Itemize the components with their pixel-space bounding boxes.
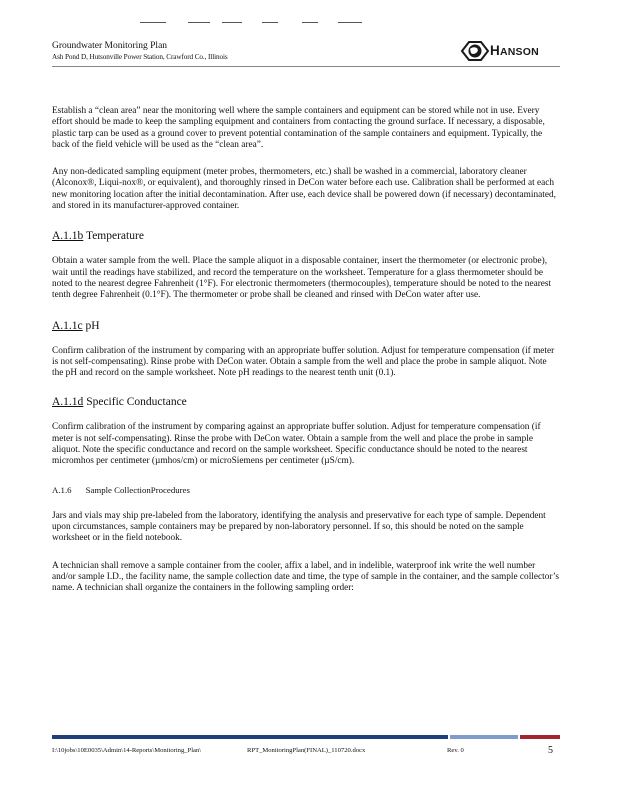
section-title: Sample CollectionProcedures — [85, 484, 190, 495]
footer-bar-red — [520, 735, 560, 739]
section-title: Specific Conductance — [83, 396, 187, 409]
header-title: Groundwater Monitoring Plan — [52, 41, 168, 51]
footer-bar-blue — [52, 735, 448, 739]
logo-wordmark — [490, 43, 539, 58]
section-heading-ph — [52, 319, 560, 333]
section-title: Temperature — [83, 230, 144, 243]
footer-revision: Rev. 0 — [447, 747, 464, 754]
header-top-marks — [140, 22, 400, 24]
paragraph-decontamination: Any non-dedicated sampling equipment (meter probes, thermometers, etc.) shall be washed in a commercial, laboratory cleaner (Alconox®, Liqui-nox®, or equivalent), and thoroughly rinsed in DeCon water before each use. Calibration shall be performed at each new monitoring location after the initial decontamination. After use, each device shall be powered down (if necessary) decontaminated, and stored in its manufacturer-approved container. — [52, 167, 556, 212]
section-heading-sample-collection — [52, 485, 560, 496]
document-body — [52, 106, 560, 594]
section-title: pH — [82, 319, 100, 332]
section-heading-specific-conductance — [52, 395, 560, 409]
footer-file-path: I:\10jobs\10E0035\Admin\14-Reports\Monitoring_Plan\ — [52, 747, 202, 754]
logo-text-first: H — [490, 43, 500, 58]
logo-text-rest: ANSON — [499, 46, 539, 58]
header-rule — [52, 66, 560, 67]
paragraph-clean-area: Establish a “clean area” near the monitoring well where the sample containers and equipment can be stored while not in use. Every effort should be made to keep the sampling equipment and containers from contacting the ground surface. If necessary, a disposable, plastic tarp can be used as a ground cover to prevent potential contamination of the sample containers and equipment. Typically, the back of the field vehicle will be used as the “clean area”. — [52, 106, 545, 150]
page-number: 5 — [548, 745, 553, 756]
paragraph-specific-conductance: Confirm calibration of the instrument by comparing against an appropriate buffer solution. Adjust for temperature compensation (if meter is not self-compensating). Rinse the probe with DeCon water. Obtain a sample from the well and place the probe in sample aliquot. Note the specific conductance and record on the sample worksheet. Specific conductance should be noted to the nearest micromhos per centimeter (µmhos/cm) or microSiemens per centimeter (µS/cm). — [52, 422, 541, 467]
footer-file-name: RPT_MonitoringPlan(FINAL)_110720.docx — [247, 747, 366, 754]
company-logo — [460, 40, 560, 62]
paragraph-jars-vials: Jars and vials may ship pre-labeled from the laboratory, identifying the analysis and preservative for each type of sample. Dependent upon circumstances, sample containers may be prepared by non-laboratory personnel. If so, this should be noted on the sample worksheet or in the field notebook. — [52, 510, 546, 544]
header-subtitle: Ash Pond D, Hutsonville Power Station, Crawford Co., Illinois — [52, 53, 228, 61]
footer-color-bars — [52, 735, 560, 740]
section-number: A.1.1b — [52, 230, 84, 243]
paragraph-temperature: Obtain a water sample from the well. Place the sample aliquot in a disposable container, insert the thermometer (or electronic probe), wait until the readings have stabilized, and record the temperature on the worksheet. Temperature for a glass thermometer should be noted to the nearest degree Fahrenheit (1°F). For electronic thermometers (thermocouples), temperature should be noted to the nearest tenth degree Fahrenheit (0.1°F). The thermometer or probe shall be cleaned and rinsed with DeCon water after use. — [52, 256, 552, 301]
hanson-globe-logo-icon — [460, 40, 490, 62]
footer-bar-light-blue — [450, 735, 518, 739]
paragraph-technician: A technician shall remove a sample container from the cooler, affix a label, and in indelible, waterproof ink write the well number and/or sample I.D., the facility name, the sample collection date and time, the type of sample in the container, and the sample collector’s name. A technician shall organize the containers in the following sampling order: — [52, 560, 559, 594]
section-number: A.1.1d — [52, 396, 84, 409]
section-number: A.1.6 — [52, 484, 72, 495]
section-number: A.1.1c — [52, 319, 83, 332]
section-heading-temperature — [52, 229, 560, 243]
paragraph-ph: Confirm calibration of the instrument by comparing with an appropriate buffer solution. Adjust for temperature compensation (if meter is not self-compensating). Rinse probe with DeCon water. Obtain a sample from the well and place the probe in sample aliquot. Note the pH and record on the sample worksheet. Note pH readings to the nearest tenth unit (0.1). — [52, 345, 555, 379]
